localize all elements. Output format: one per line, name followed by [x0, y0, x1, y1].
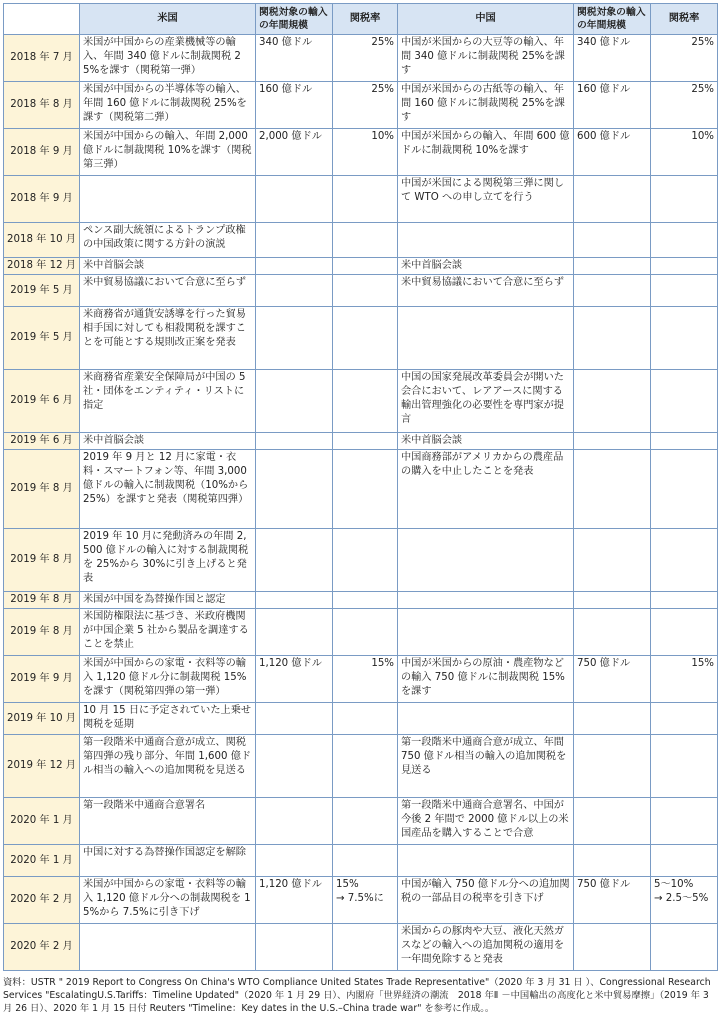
- us-rate-cell: [333, 609, 398, 656]
- date-cell: 2019 年 8 月: [4, 609, 80, 656]
- us-rate-cell: 15%: [333, 656, 398, 703]
- us-event-cell: 2019 年 9 月と 12 月に家電・衣料・スマートフォン等、年間 3,000 億ドルの輸入に制裁関税（10%から 25%）を課すと発表（関税第四弾）: [80, 450, 256, 529]
- us-event-cell: [80, 924, 256, 971]
- table-row: [4, 735, 718, 798]
- us-scale-cell: [256, 609, 333, 656]
- header-cn-rate: 関税率: [651, 4, 718, 35]
- cn-rate-cell: [651, 798, 718, 845]
- us-rate-cell: [333, 370, 398, 433]
- us-scale-cell: [256, 433, 333, 450]
- cn-rate-cell: [651, 609, 718, 656]
- table-row: [4, 275, 718, 307]
- us-scale-cell: [256, 845, 333, 877]
- us-rate-cell: [333, 845, 398, 877]
- date-cell: 2019 年 8 月: [4, 529, 80, 592]
- us-rate-cell: [333, 307, 398, 370]
- cn-scale-cell: [574, 609, 651, 656]
- cn-event-cell: [398, 529, 574, 592]
- table-header-row: [4, 4, 718, 35]
- cn-rate-cell: [651, 176, 718, 223]
- cn-event-cell: [398, 307, 574, 370]
- us-event-cell: 米国が中国を為替操作国と認定: [80, 592, 256, 609]
- header-us-rate: 関税率: [333, 4, 398, 35]
- cn-scale-cell: [574, 592, 651, 609]
- cn-event-cell: 第一段階米中通商合意署名、中国が今後 2 年間で 2000 億ドル以上の米国産品を購入することで合意: [398, 798, 574, 845]
- date-cell: 2018 年 10 月: [4, 223, 80, 258]
- date-cell: 2020 年 1 月: [4, 845, 80, 877]
- date-cell: 2019 年 8 月: [4, 592, 80, 609]
- us-scale-cell: 1,120 億ドル: [256, 656, 333, 703]
- cn-event-cell: 中国商務部がアメリカからの農産品の購入を中止したことを発表: [398, 450, 574, 529]
- us-rate-cell: [333, 592, 398, 609]
- table-row: [4, 433, 718, 450]
- us-scale-cell: [256, 529, 333, 592]
- us-event-cell: 米商務省産業安全保障局が中国の 5 社・団体をエンティティ・リストに指定: [80, 370, 256, 433]
- cn-event-cell: 第一段階米中通商合意が成立、年間 750 億ドル相当の輸入の追加関税を見送る: [398, 735, 574, 798]
- us-scale-cell: [256, 176, 333, 223]
- cn-scale-cell: [574, 924, 651, 971]
- us-scale-cell: [256, 798, 333, 845]
- us-rate-cell: 10%: [333, 129, 398, 176]
- cn-scale-cell: 340 億ドル: [574, 35, 651, 82]
- cn-rate-cell: [651, 370, 718, 433]
- table-row: [4, 924, 718, 971]
- us-rate-cell: [333, 223, 398, 258]
- us-scale-cell: [256, 924, 333, 971]
- cn-rate-cell: 25%: [651, 82, 718, 129]
- cn-rate-cell: 5～10% → 2.5～5%: [651, 877, 718, 924]
- cn-event-cell: [398, 703, 574, 735]
- us-event-cell: 米国が中国からの輸入、年間 2,000 億ドルに制裁関税 10%を課す（関税第三弾）: [80, 129, 256, 176]
- source-footnote: 資料：USTR " 2019 Report to Congress On China's WTO Compliance United States Trade Representative"（2020 年 3 月 31 日 ）、Congressional Research Services "EscalatingU.S.Tariffs：Timeline Updated"（2020 年 1 月 29 日）、内閣府「世界経済の潮流 2018 年Ⅱ －中国輸出の高度化と米中貿易摩擦」（2019 年 3 月 26 日）、2020 年 1 月 15 日付 Reuters "Timeline：Key dates in the U.S.–China trade war" を参考に作成。。: [3, 977, 711, 1014]
- cn-rate-cell: [651, 845, 718, 877]
- us-event-cell: 米中首脳会談: [80, 433, 256, 450]
- us-event-cell: 第一段階米中通商合意が成立、関税第四弾の残り部分、年間 1,600 億ドル相当の輸入への追加関税を見送る: [80, 735, 256, 798]
- cn-scale-cell: 750 億ドル: [574, 877, 651, 924]
- table-row: [4, 845, 718, 877]
- cn-event-cell: 米中貿易協議において合意に至らず: [398, 275, 574, 307]
- us-scale-cell: [256, 370, 333, 433]
- cn-event-cell: [398, 845, 574, 877]
- us-rate-cell: [333, 529, 398, 592]
- us-scale-cell: [256, 258, 333, 275]
- us-scale-cell: 160 億ドル: [256, 82, 333, 129]
- cn-rate-cell: [651, 275, 718, 307]
- cn-rate-cell: [651, 450, 718, 529]
- us-rate-cell: [333, 924, 398, 971]
- cn-rate-cell: [651, 703, 718, 735]
- table-row: [4, 609, 718, 656]
- cn-event-cell: [398, 609, 574, 656]
- date-cell: 2019 年 6 月: [4, 433, 80, 450]
- us-event-cell: 米国が中国からの産業機械等の輸入、年間 340 億ドルに制裁関税 25%を課す（関税第一弾）: [80, 35, 256, 82]
- cn-event-cell: [398, 223, 574, 258]
- date-cell: 2018 年 12 月: [4, 258, 80, 275]
- cn-scale-cell: [574, 450, 651, 529]
- us-rate-cell: [333, 735, 398, 798]
- cn-scale-cell: [574, 223, 651, 258]
- tariff-timeline-table: [3, 3, 718, 971]
- cn-scale-cell: [574, 307, 651, 370]
- us-event-cell: 中国に対する為替操作国認定を解除: [80, 845, 256, 877]
- date-cell: 2019 年 5 月: [4, 275, 80, 307]
- table-row: [4, 258, 718, 275]
- us-event-cell: ペンス副大統領によるトランプ政権の中国政策に関する方針の演説: [80, 223, 256, 258]
- cn-rate-cell: [651, 592, 718, 609]
- header-cn: 中国: [398, 4, 574, 35]
- cn-event-cell: 中国が米国からの原油・農産物などの輸入 750 億ドルに制裁関税 15%を課す: [398, 656, 574, 703]
- cn-rate-cell: [651, 529, 718, 592]
- cn-scale-cell: [574, 529, 651, 592]
- us-scale-cell: 1,120 億ドル: [256, 877, 333, 924]
- header-cn-scale: 関税対象の輸入の年間規模: [574, 4, 651, 35]
- us-scale-cell: 340 億ドル: [256, 35, 333, 82]
- us-scale-cell: [256, 735, 333, 798]
- table-row: [4, 529, 718, 592]
- date-cell: 2019 年 5 月: [4, 307, 80, 370]
- table-row: [4, 703, 718, 735]
- cn-event-cell: 中国が米国による関税第三弾に関して WTO への申し立てを行う: [398, 176, 574, 223]
- date-cell: 2019 年 9 月: [4, 656, 80, 703]
- us-scale-cell: 2,000 億ドル: [256, 129, 333, 176]
- us-rate-cell: [333, 450, 398, 529]
- table-row: [4, 656, 718, 703]
- us-rate-cell: [333, 798, 398, 845]
- cn-event-cell: 中国の国家発展改革委員会が開いた会合において、レアアースに関する輸出管理強化の必要性を専門家が提言: [398, 370, 574, 433]
- table-row: [4, 129, 718, 176]
- us-rate-cell: 25%: [333, 82, 398, 129]
- table-row: [4, 223, 718, 258]
- cn-scale-cell: [574, 275, 651, 307]
- us-event-cell: 米国が中国からの半導体等の輸入、年間 160 億ドルに制裁関税 25%を課す（関税第二弾）: [80, 82, 256, 129]
- table-body: [4, 35, 718, 971]
- cn-rate-cell: 15%: [651, 656, 718, 703]
- us-event-cell: 2019 年 10 月に発動済みの年間 2,500 億ドルの輸入に対する制裁関税を 25%から 30%に引き上げると発表: [80, 529, 256, 592]
- us-rate-cell: [333, 433, 398, 450]
- cn-scale-cell: 600 億ドル: [574, 129, 651, 176]
- us-rate-cell: [333, 703, 398, 735]
- cn-rate-cell: [651, 433, 718, 450]
- us-event-cell: 米国が中国からの家電・衣料等の輸入 1,120 億ドル分に制裁関税 15%を課す（関税第四弾の第一弾）: [80, 656, 256, 703]
- us-scale-cell: [256, 450, 333, 529]
- cn-event-cell: 米中首脳会談: [398, 258, 574, 275]
- date-cell: 2020 年 2 月: [4, 924, 80, 971]
- table-row: [4, 370, 718, 433]
- header-corner: [4, 4, 80, 35]
- us-rate-cell: 25%: [333, 35, 398, 82]
- table-row: [4, 82, 718, 129]
- us-event-cell: [80, 176, 256, 223]
- header-us: 米国: [80, 4, 256, 35]
- cn-rate-cell: [651, 735, 718, 798]
- cn-event-cell: 中国が米国からの大豆等の輸入、年間 340 億ドルに制裁関税 25%を課す: [398, 35, 574, 82]
- table-row: [4, 798, 718, 845]
- cn-rate-cell: 25%: [651, 35, 718, 82]
- cn-scale-cell: [574, 703, 651, 735]
- us-event-cell: 第一段階米中通商合意署名: [80, 798, 256, 845]
- cn-scale-cell: [574, 258, 651, 275]
- table-row: [4, 592, 718, 609]
- cn-event-cell: 米中首脳会談: [398, 433, 574, 450]
- date-cell: 2019 年 10 月: [4, 703, 80, 735]
- cn-rate-cell: [651, 924, 718, 971]
- date-cell: 2018 年 9 月: [4, 129, 80, 176]
- date-cell: 2018 年 7 月: [4, 35, 80, 82]
- cn-event-cell: 中国が米国からの輸入、年間 600 億ドルに制裁関税 10%を課す: [398, 129, 574, 176]
- date-cell: 2018 年 9 月: [4, 176, 80, 223]
- us-event-cell: 米中貿易協議において合意に至らず: [80, 275, 256, 307]
- cn-scale-cell: 160 億ドル: [574, 82, 651, 129]
- table-row: [4, 35, 718, 82]
- us-scale-cell: [256, 275, 333, 307]
- cn-rate-cell: 10%: [651, 129, 718, 176]
- date-cell: 2018 年 8 月: [4, 82, 80, 129]
- cn-event-cell: 米国からの豚肉や大豆、液化天然ガスなどの輸入への追加関税の適用を一年間免除すると発表: [398, 924, 574, 971]
- header-us-scale: 関税対象の輸入の年間規模: [256, 4, 333, 35]
- us-rate-cell: [333, 258, 398, 275]
- cn-scale-cell: [574, 798, 651, 845]
- us-scale-cell: [256, 307, 333, 370]
- cn-scale-cell: [574, 735, 651, 798]
- cn-rate-cell: [651, 258, 718, 275]
- table-row: [4, 176, 718, 223]
- cn-scale-cell: [574, 176, 651, 223]
- us-event-cell: 米中首脳会談: [80, 258, 256, 275]
- cn-scale-cell: [574, 845, 651, 877]
- us-rate-cell: [333, 275, 398, 307]
- date-cell: 2019 年 12 月: [4, 735, 80, 798]
- cn-event-cell: 中国が輸入 750 億ドル分への追加関税の一部品目の税率を引き下げ: [398, 877, 574, 924]
- us-rate-cell: [333, 176, 398, 223]
- table-row: [4, 450, 718, 529]
- us-scale-cell: [256, 703, 333, 735]
- us-event-cell: 米国防権限法に基づき、米政府機関が中国企業 5 社から製品を調達することを禁止: [80, 609, 256, 656]
- table-row: [4, 307, 718, 370]
- cn-scale-cell: [574, 433, 651, 450]
- cn-event-cell: [398, 592, 574, 609]
- date-cell: 2019 年 8 月: [4, 450, 80, 529]
- us-rate-cell: 15% → 7.5%に: [333, 877, 398, 924]
- table-row: [4, 877, 718, 924]
- us-event-cell: 米商務省が通貨安誘導を行った貿易相手国に対しても相殺関税を課すことを可能とする規則改正案を発表: [80, 307, 256, 370]
- cn-rate-cell: [651, 307, 718, 370]
- us-scale-cell: [256, 592, 333, 609]
- cn-event-cell: 中国が米国からの古紙等の輸入、年間 160 億ドルに制裁関税 25%を課す: [398, 82, 574, 129]
- us-event-cell: 米国が中国からの家電・衣料等の輸入 1,120 億ドル分への制裁関税を 15%から 7.5%に引き下げ: [80, 877, 256, 924]
- date-cell: 2019 年 6 月: [4, 370, 80, 433]
- cn-scale-cell: [574, 370, 651, 433]
- cn-rate-cell: [651, 223, 718, 258]
- cn-scale-cell: 750 億ドル: [574, 656, 651, 703]
- date-cell: 2020 年 2 月: [4, 877, 80, 924]
- date-cell: 2020 年 1 月: [4, 798, 80, 845]
- us-event-cell: 10 月 15 日に予定されていた上乗せ関税を延期: [80, 703, 256, 735]
- us-scale-cell: [256, 223, 333, 258]
